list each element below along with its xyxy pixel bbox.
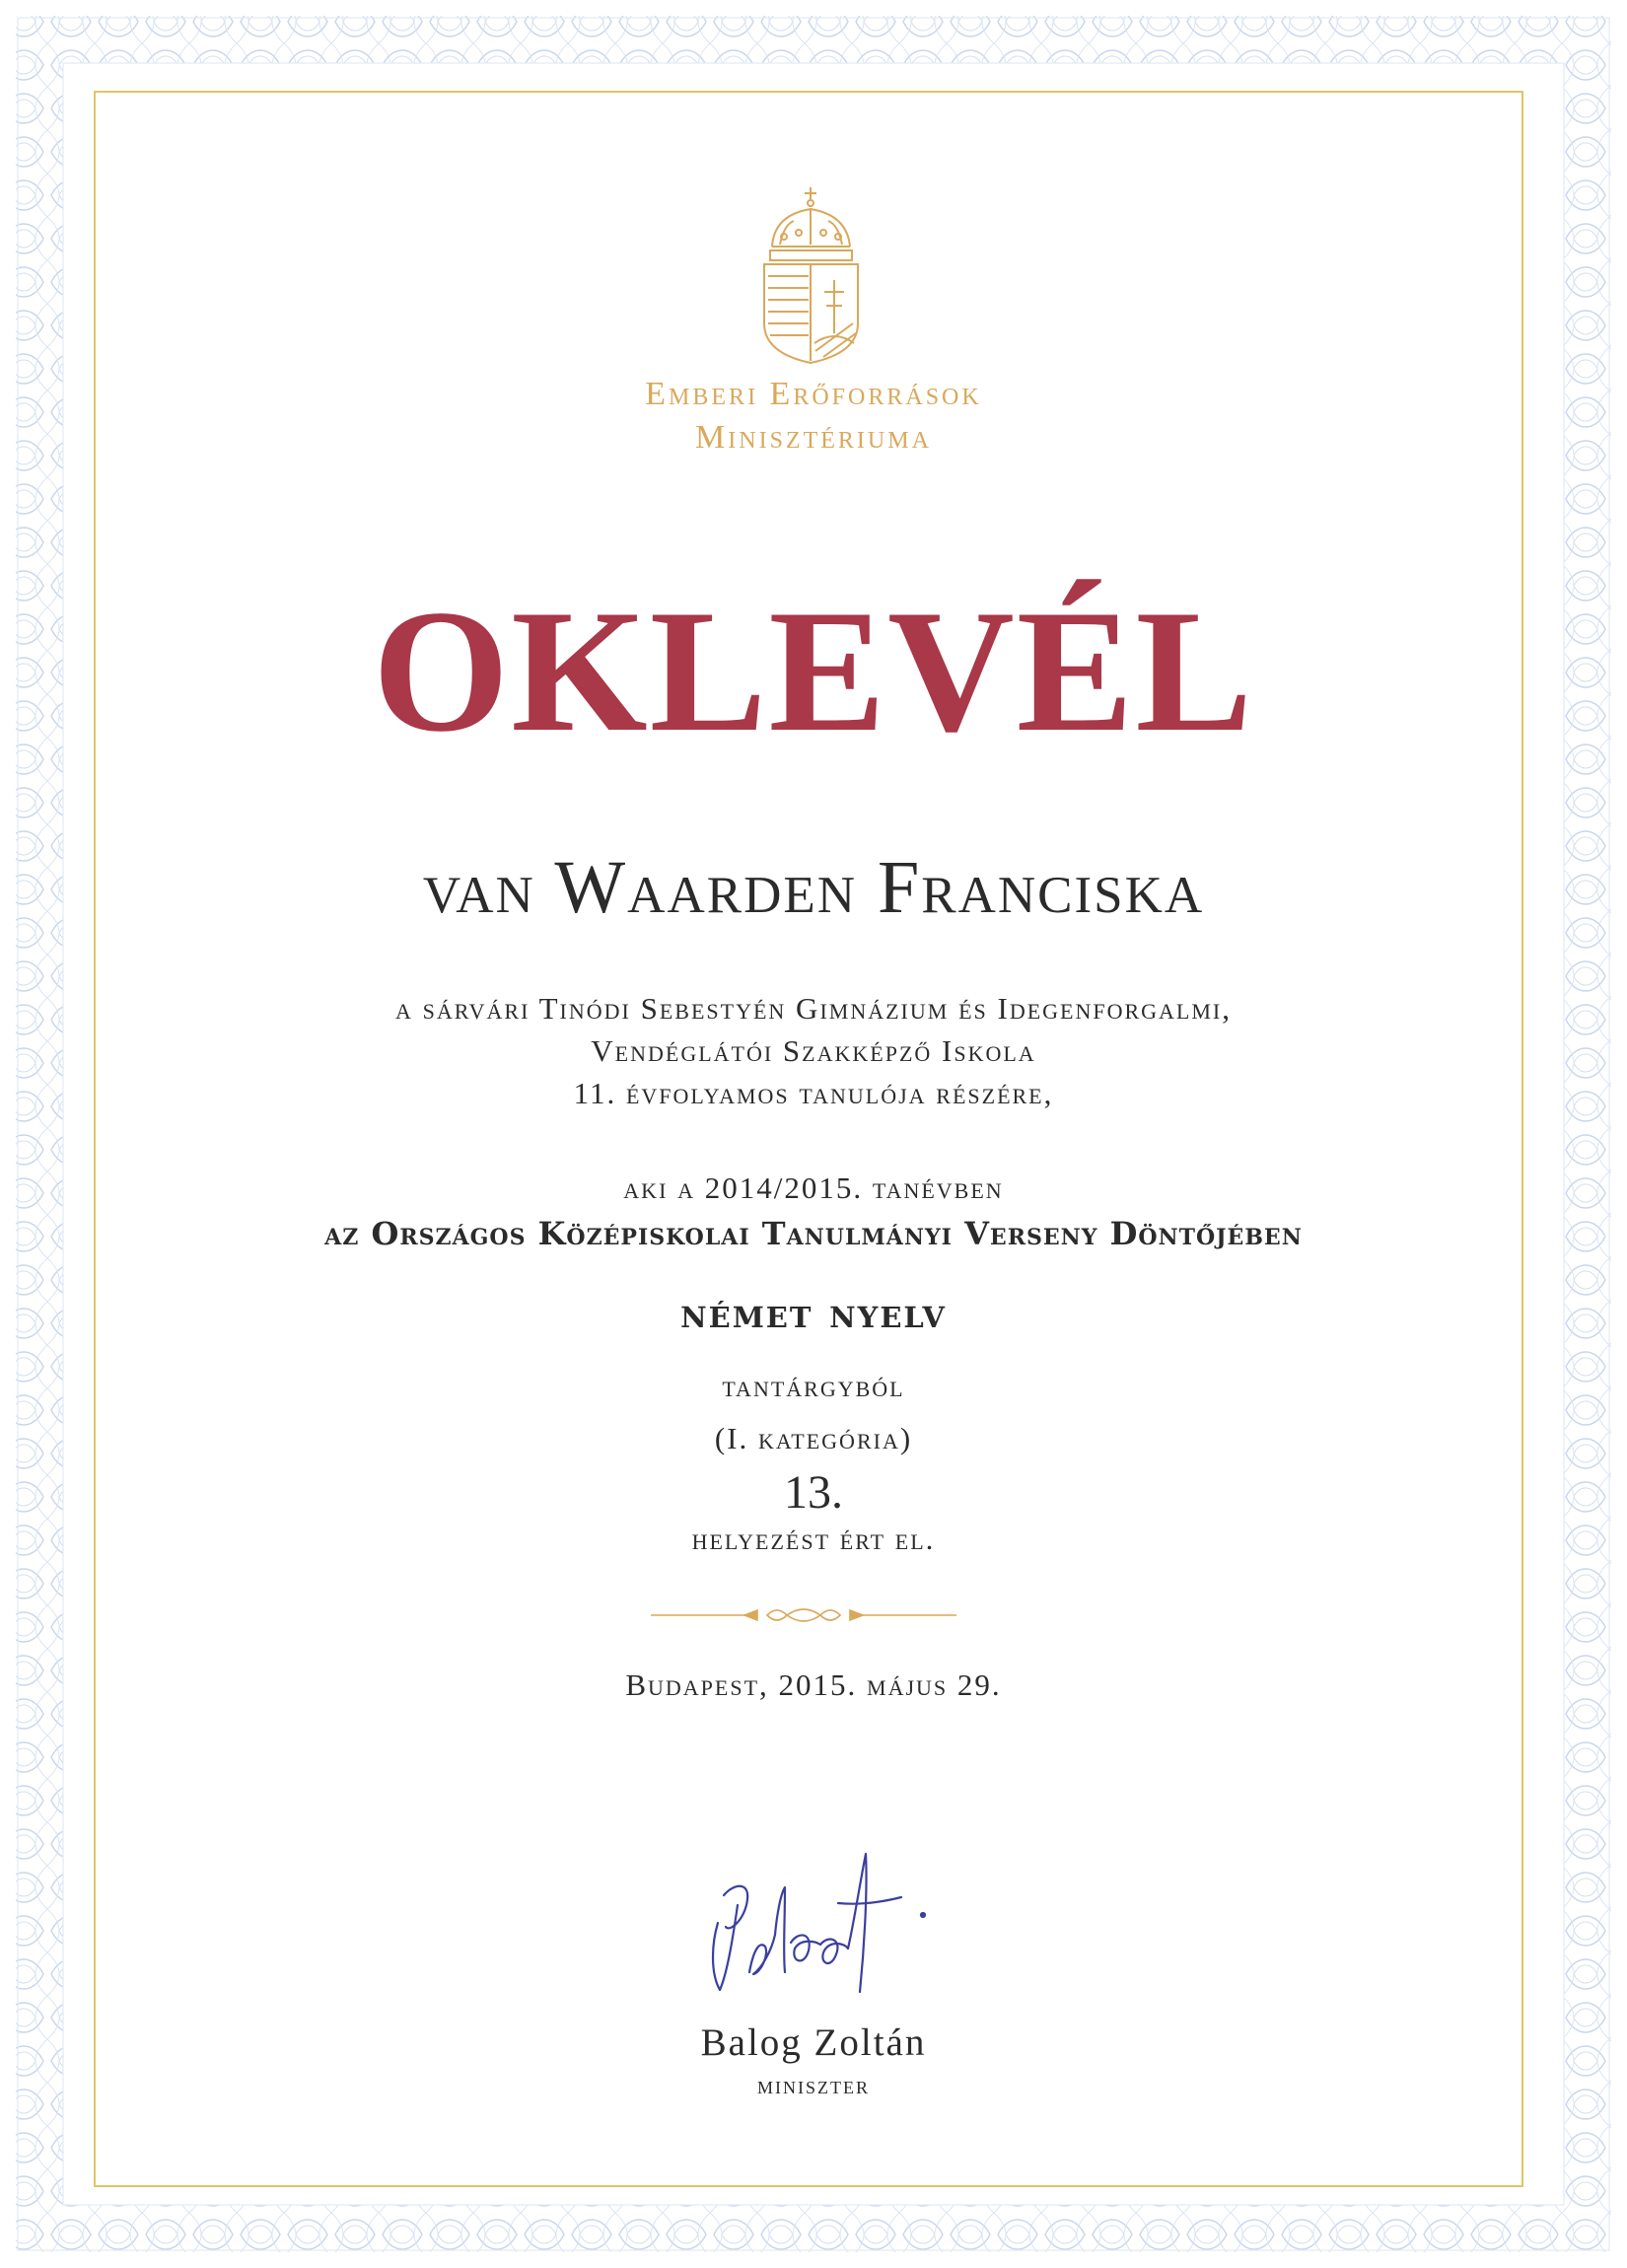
ministry-name-line1: Emberi Erőforrások (645, 376, 982, 412)
signature (690, 1824, 947, 2012)
recipient-name: van Waarden Franciska (422, 846, 1205, 929)
competition-line2: az Országos Középiskolai Tanulmányi Verseny Döntőjében (324, 1215, 1303, 1252)
subject-suffix: tantárgyból (722, 1369, 905, 1403)
subject-name: német nyelv (680, 1289, 947, 1337)
school-line1: a sárvári Tinódi Sebestyén Gimnázium és Idegenforgalmi, (394, 991, 1233, 1026)
coat-of-arms-icon (754, 185, 868, 365)
competition-line1: aki a 2014/2015. tanévben (623, 1170, 1004, 1205)
decorative-divider-icon (651, 1604, 956, 1626)
place-and-date: Budapest, 2015. május 29. (625, 1667, 1002, 1702)
school-line2: Vendéglátói Szakképző Iskola (591, 1033, 1036, 1068)
ministry-name-line2: Minisztériuma (695, 419, 932, 456)
placement-text: helyezést ért el. (691, 1522, 936, 1556)
signatory-title: miniszter (757, 2073, 870, 2099)
school-line3: 11. évfolyamos tanulója részére, (573, 1076, 1054, 1110)
category: (I. kategória) (714, 1421, 913, 1455)
signatory-name: Balog Zoltán (700, 2021, 927, 2064)
document-title: OKLEVÉL (372, 573, 1255, 768)
placement-number: 13. (784, 1466, 843, 1519)
